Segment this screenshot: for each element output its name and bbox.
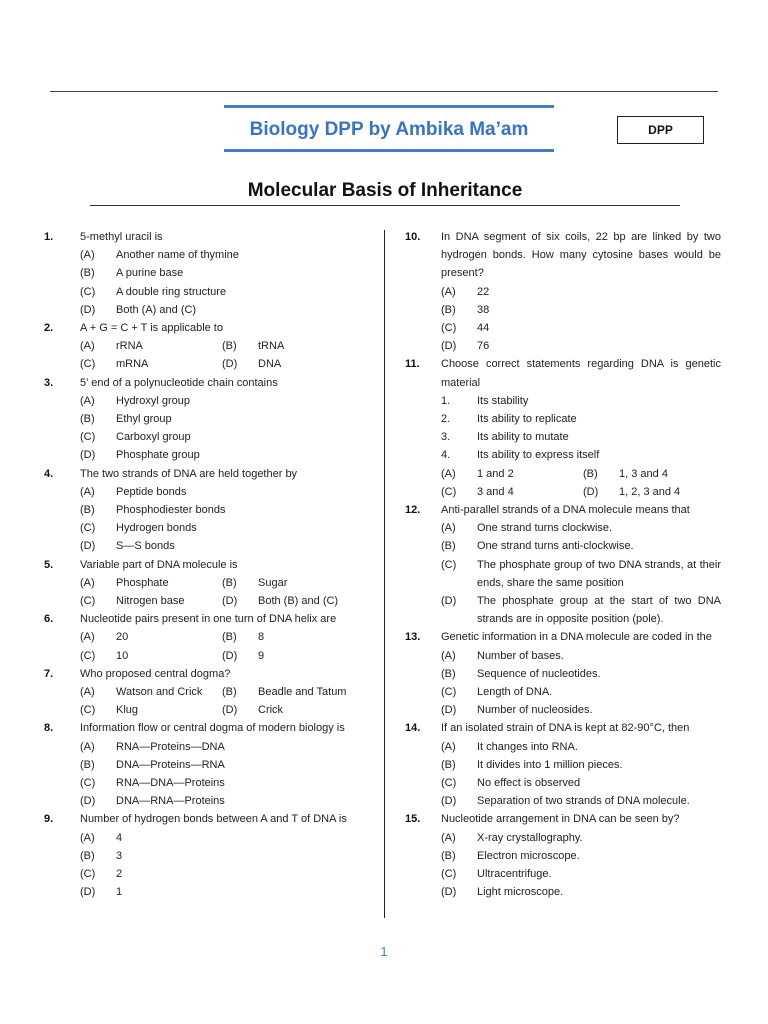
question-text: Number of hydrogen bonds between A and T of DNA is: [80, 813, 347, 826]
question-number: 5.: [44, 558, 54, 571]
option-text: 1, 2, 3 and 4: [619, 485, 681, 498]
option-label: (B): [80, 758, 95, 771]
option-text: Phosphate group: [116, 449, 200, 462]
question: [44, 610, 360, 665]
option-label: (C): [441, 777, 457, 790]
option-label: (B): [80, 849, 95, 862]
option-label: (D): [441, 704, 457, 717]
option-text: 2: [116, 867, 123, 880]
option-row: [44, 865, 360, 883]
question: [405, 719, 721, 810]
option-label: 3.: [441, 431, 451, 444]
option-label: (B): [222, 685, 237, 698]
page-number: 1: [380, 944, 388, 959]
question-text: If an isolated strain of DNA is kept at 82-90°C, then: [441, 722, 690, 735]
option-label: (A): [80, 576, 95, 589]
option-label: (D): [441, 886, 457, 899]
option-label: (C): [441, 485, 457, 498]
right-column: [405, 228, 721, 901]
option-label: (C): [80, 867, 96, 880]
option-text: Ultracentrifuge.: [477, 868, 552, 881]
question: [405, 355, 721, 501]
option-row: [405, 792, 721, 810]
option-text: 38: [477, 303, 490, 316]
option-text: rRNA: [116, 340, 143, 353]
option-label: (A): [441, 649, 456, 662]
option-text: Electron microscope.: [477, 849, 580, 862]
option-text: A purine base: [116, 267, 184, 280]
option-label: 1.: [441, 394, 451, 407]
option-row: [405, 410, 721, 428]
question: [44, 374, 360, 465]
question-text: The two strands of DNA are held together by: [80, 467, 298, 480]
option-row: [405, 665, 721, 683]
option-label: (B): [441, 540, 456, 553]
option-row: [405, 446, 721, 464]
option-text: 3: [116, 849, 123, 862]
option-label: 2.: [441, 413, 451, 426]
option-text: tRNA: [258, 340, 285, 353]
option-text: Sequence of nucleotides.: [477, 667, 601, 680]
option-text: The phosphate group of two DNA strands, at their ends, share the same position: [477, 558, 721, 589]
option-label: (B): [441, 667, 456, 680]
option-text: Its stability: [477, 394, 529, 407]
option-text: Both (A) and (C): [116, 303, 197, 316]
brand-bottom-rule: [224, 149, 554, 152]
option-label: (D): [80, 795, 96, 808]
option-label: (B): [222, 576, 237, 589]
option-text: DNA—RNA—Proteins: [116, 795, 225, 808]
question-number: 14.: [405, 722, 421, 735]
option-text: 1: [116, 886, 123, 899]
option-row: [44, 392, 360, 410]
question-number: 9.: [44, 813, 54, 826]
option-text: Both (B) and (C): [258, 595, 339, 608]
brand-header: [224, 105, 554, 152]
option-label: (B): [222, 340, 237, 353]
question: [405, 501, 721, 628]
option-text: Carboxyl group: [116, 431, 191, 444]
question-number: 2.: [44, 322, 54, 335]
question: [405, 228, 721, 355]
question-number: 1.: [44, 231, 54, 243]
option-text: Number of nucleosides.: [477, 704, 593, 717]
option-row: [44, 847, 360, 865]
option-text: The phosphate group at the start of two DNA strands are in opposite position (pole).: [477, 595, 721, 626]
option-label: (A): [80, 340, 95, 353]
option-row: [44, 519, 360, 537]
option-row: [44, 683, 360, 701]
option-text: Light microscope.: [477, 886, 564, 899]
option-row: [44, 883, 360, 901]
option-text: A double ring structure: [116, 285, 227, 298]
question: [44, 228, 360, 319]
option-label: (C): [441, 558, 457, 571]
question-number: 12.: [405, 504, 421, 517]
question: [44, 810, 360, 901]
option-row: [44, 574, 360, 592]
option-text: 44: [477, 322, 490, 335]
question: [44, 556, 360, 611]
option-label: (A): [441, 467, 456, 480]
option-text: It divides into 1 million pieces.: [477, 758, 623, 771]
brand-title: Biology DPP by Ambika Ma’am: [249, 119, 529, 140]
option-row: [405, 537, 721, 555]
option-row: [44, 301, 360, 319]
option-row: [44, 283, 360, 301]
option-row: [44, 501, 360, 519]
question-text: A + G = C + T is applicable to: [80, 322, 223, 335]
question: [44, 319, 360, 374]
question-text: Who proposed central dogma?: [80, 667, 231, 680]
option-row: [405, 738, 721, 756]
option-label: (D): [80, 886, 96, 899]
option-row: [405, 301, 721, 319]
option-row: [44, 647, 360, 665]
option-text: Its ability to replicate: [477, 413, 577, 426]
question-number: 15.: [405, 813, 421, 826]
option-text: Another name of thymine: [116, 249, 239, 262]
option-row: [44, 246, 360, 264]
option-label: (D): [222, 595, 238, 608]
option-label: (C): [80, 704, 96, 717]
option-label: (B): [441, 849, 456, 862]
option-text: Klug: [116, 704, 139, 717]
question-text: Variable part of DNA molecule is: [80, 558, 238, 571]
option-label: (D): [441, 595, 457, 608]
option-label: (D): [222, 649, 238, 662]
option-text: 20: [116, 631, 129, 644]
option-row: [405, 701, 721, 719]
option-row: [405, 519, 721, 537]
option-row: [44, 792, 360, 810]
option-label: (C): [80, 285, 96, 298]
question-number: 3.: [44, 376, 54, 389]
option-text: Watson and Crick: [116, 685, 203, 698]
option-text: RNA—Proteins—DNA: [116, 740, 225, 753]
option-row: [44, 355, 360, 373]
question-text: Choose correct statements regarding DNA is genetic material: [441, 358, 721, 389]
option-label: (B): [80, 504, 95, 517]
question-text: Anti-parallel strands of a DNA molecule means that: [441, 504, 690, 517]
option-label: (A): [80, 485, 95, 498]
question-text: In DNA segment of six coils, 22 bp are linked by two hydrogen bonds. How many cytosine bases would be present?: [441, 231, 721, 280]
question: [405, 628, 721, 719]
option-label: (B): [441, 303, 456, 316]
question-text: 5-methyl uracil is: [80, 231, 163, 243]
document-title: Molecular Basis of Inheritance: [247, 180, 523, 201]
option-row: [44, 701, 360, 719]
option-label: (A): [80, 394, 95, 407]
option-text: Number of bases.: [477, 649, 564, 662]
option-text: 1, 3 and 4: [619, 467, 668, 480]
question-number: 8.: [44, 722, 54, 735]
question: [44, 719, 360, 810]
option-label: (A): [441, 740, 456, 753]
option-row: [44, 483, 360, 501]
question: [44, 465, 360, 556]
option-row: [405, 592, 721, 628]
option-row: [44, 428, 360, 446]
option-text: 22: [477, 285, 490, 298]
option-text: Its ability to mutate: [477, 431, 569, 444]
left-column: [44, 228, 360, 901]
option-row: [44, 829, 360, 847]
option-label: (A): [441, 522, 456, 535]
option-row: [44, 592, 360, 610]
option-text: 1 and 2: [477, 467, 514, 480]
option-row: [44, 410, 360, 428]
option-text: Separation of two strands of DNA molecule.: [477, 795, 690, 808]
option-text: mRNA: [116, 358, 149, 371]
option-text: DNA—Proteins—RNA: [116, 758, 225, 771]
question-text: Genetic information in a DNA molecule are coded in the: [441, 631, 712, 644]
option-row: [405, 829, 721, 847]
option-text: Crick: [258, 704, 284, 717]
option-label: (B): [441, 758, 456, 771]
column-divider: [384, 230, 385, 918]
option-text: Beadle and Tatum: [258, 685, 347, 698]
option-label: (B): [80, 413, 95, 425]
option-text: Nitrogen base: [116, 595, 185, 608]
question-number: 13.: [405, 631, 421, 644]
option-label: (A): [80, 249, 95, 262]
option-label: (D): [80, 540, 96, 553]
option-text: RNA—DNA—Proteins: [116, 776, 225, 789]
option-text: 76: [477, 340, 490, 353]
option-label: (A): [441, 831, 456, 844]
option-row: [405, 774, 721, 792]
option-text: Phosphate: [116, 576, 169, 589]
option-text: Hydrogen bonds: [116, 522, 197, 535]
option-row: [405, 428, 721, 446]
option-row: [405, 392, 721, 410]
question-text: Nucleotide arrangement in DNA can be seen by?: [441, 813, 680, 826]
question-text: 5’ end of a polynucleotide chain contains: [80, 376, 278, 389]
option-label: (A): [80, 740, 95, 753]
option-label: (B): [80, 267, 95, 280]
option-label: (C): [80, 431, 96, 444]
question-text: Information flow or central dogma of modern biology is: [80, 722, 345, 735]
option-label: (C): [80, 358, 96, 371]
option-text: DNA: [258, 358, 282, 371]
option-label: (C): [80, 649, 96, 662]
option-text: Hydroxyl group: [116, 394, 190, 407]
option-label: (D): [222, 358, 238, 371]
option-row: [44, 628, 360, 646]
option-label: (D): [222, 704, 238, 717]
option-text: Phosphodiester bonds: [116, 504, 226, 517]
option-text: 10: [116, 649, 129, 662]
option-label: (A): [441, 285, 456, 298]
question-text: Nucleotide pairs present in one turn of DNA helix are: [80, 613, 337, 626]
option-row: [405, 683, 721, 701]
option-row: [405, 337, 721, 355]
question-number: 11.: [405, 358, 420, 371]
option-label: (D): [80, 449, 96, 462]
question-number: 6.: [44, 613, 54, 626]
option-text: It changes into RNA.: [477, 740, 578, 753]
option-label: (C): [441, 322, 457, 335]
brand-top-rule: [224, 105, 554, 108]
option-row: [405, 483, 721, 501]
option-label: (A): [80, 685, 95, 698]
option-label: (C): [80, 595, 96, 608]
option-row: [405, 319, 721, 337]
question-number: 7.: [44, 667, 54, 680]
option-label: (D): [80, 303, 96, 316]
dpp-tag: DPP: [617, 116, 704, 144]
question-number: 4.: [44, 467, 54, 480]
option-label: (C): [80, 522, 96, 535]
option-row: [405, 283, 721, 301]
option-text: 3 and 4: [477, 485, 514, 498]
option-text: Sugar: [258, 576, 288, 589]
option-row: [44, 446, 360, 464]
option-row: [44, 537, 360, 555]
option-label: 4.: [441, 449, 451, 462]
option-row: [405, 556, 721, 592]
option-row: [44, 337, 360, 355]
option-label: (D): [441, 340, 457, 353]
option-label: (A): [80, 631, 95, 644]
option-label: (B): [583, 467, 598, 480]
option-label: (C): [441, 686, 457, 699]
option-row: [44, 738, 360, 756]
option-text: X-ray crystallography.: [477, 831, 583, 844]
option-text: 9: [258, 649, 265, 662]
option-row: [44, 264, 360, 282]
option-row: [405, 847, 721, 865]
option-label: (A): [80, 831, 95, 844]
question: [44, 665, 360, 720]
option-text: Its ability to express itself: [477, 449, 600, 462]
option-label: (D): [441, 795, 457, 808]
option-label: (B): [222, 631, 237, 644]
option-text: S—S bonds: [116, 540, 175, 553]
question-number: 10.: [405, 231, 421, 243]
option-label: (C): [441, 868, 457, 881]
option-text: One strand turns anti-clockwise.: [477, 540, 634, 553]
option-text: One strand turns clockwise.: [477, 522, 613, 535]
question: [405, 810, 721, 901]
option-text: 4: [116, 831, 123, 844]
option-text: Ethyl group: [116, 413, 172, 425]
option-text: No effect is observed: [477, 777, 581, 790]
option-row: [405, 883, 721, 901]
option-text: 8: [258, 631, 265, 644]
option-text: Length of DNA.: [477, 686, 553, 699]
option-row: [44, 774, 360, 792]
top-rule: [50, 91, 718, 92]
option-row: [405, 465, 721, 483]
option-label: (D): [583, 485, 599, 498]
option-text: Peptide bonds: [116, 485, 187, 498]
option-row: [405, 756, 721, 774]
title-rule: [90, 205, 680, 206]
option-row: [405, 865, 721, 883]
option-label: (C): [80, 776, 96, 789]
option-row: [405, 647, 721, 665]
option-row: [44, 756, 360, 774]
